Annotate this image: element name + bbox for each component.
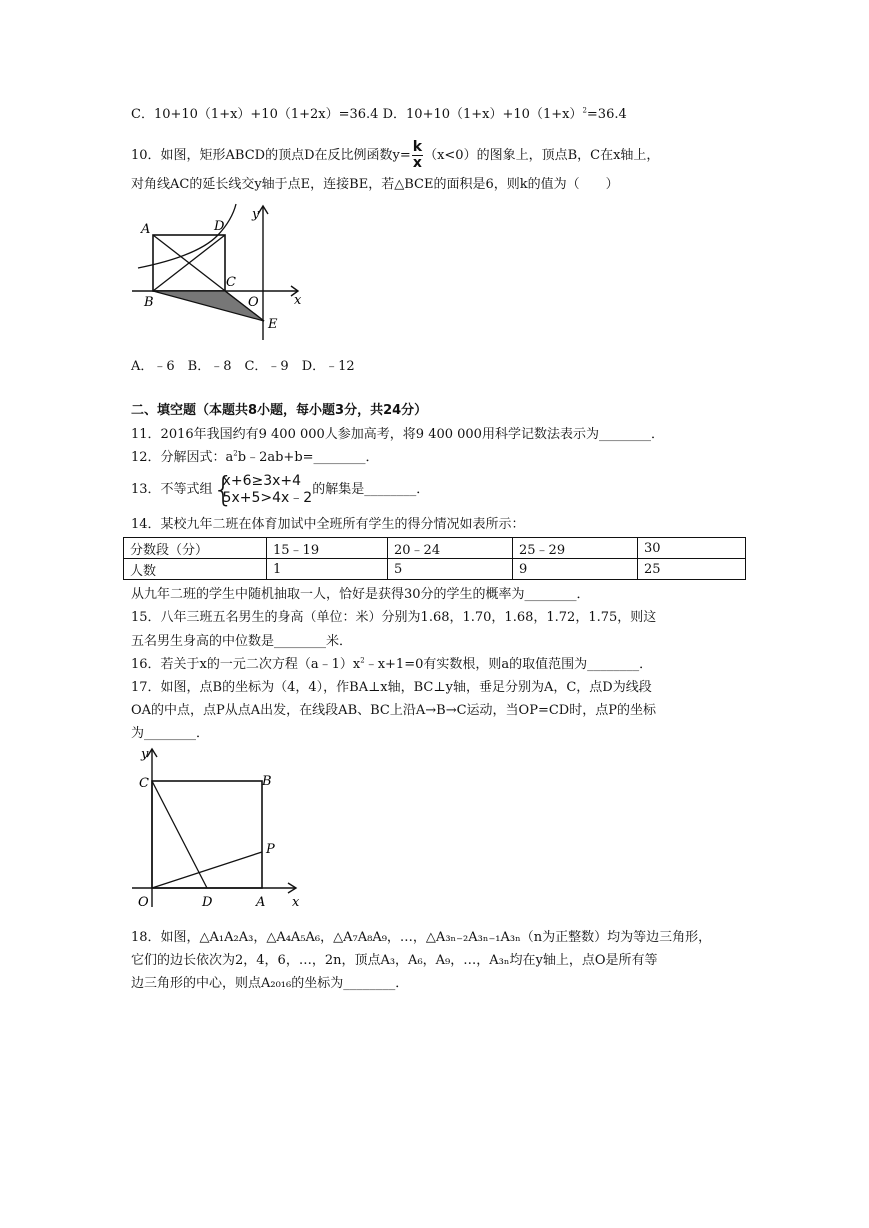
label-x: x <box>294 293 302 308</box>
q10-line2: 对角线AC的延长线交y轴于点E，连接BE，若△BCE的面积是6，则k的值为（ ） <box>131 177 619 192</box>
label-B: B <box>262 774 272 789</box>
q9-option-c: C．10+10（1+x）+10（1+2x）=36.4 <box>131 107 379 122</box>
label-C: C <box>226 275 236 290</box>
section-heading: 二、填空题（本题共8小题，每小题3分，共24分） <box>131 403 428 418</box>
q16: 16．若关于x的一元二次方程$(a﹣1)x^2﹣x+1=0$有实数根，则a的取值范围为________． <box>131 656 653 672</box>
q17-line2: OA的中点，点P从点A出发，在线段AB、BC上沿A→B→C运动，当OP=CD时，点P的坐标 <box>131 703 656 718</box>
q17-figure <box>128 745 308 915</box>
table-cell: 分数段（分） <box>124 538 267 559</box>
q18-line3: 边三角形的中心，则点A₂₀₁₆的坐标为________． <box>131 976 409 991</box>
table-cell: 15﹣19 <box>267 538 388 559</box>
table-cell: 9 <box>513 559 638 580</box>
q15-line1: 15．八年三班五名男生的身高（单位：米）分别为1.68，1.70，1.68，1.72，1.75，则这 <box>131 610 657 625</box>
q18-line1: 18．如图，△A₁A₂A₃，△A₄A₅A₆，△A₇A₈A₉，…，△A₃ₙ₋₂A₃ₙ₋₁A₃ₙ（n为正整数）均为等边三角形， <box>131 930 712 945</box>
label-C: C <box>139 776 149 791</box>
label-P: P <box>266 842 275 857</box>
label-x: x <box>292 895 300 910</box>
label-D: D <box>214 219 225 234</box>
q17-line1: 17．如图，点B的坐标为（4，4），作BA⊥x轴，BC⊥y轴，垂足分别为A，C，点D为线段 <box>131 680 652 695</box>
q10-options: A．﹣6 B．﹣8 C．﹣9 D．﹣12 <box>131 359 355 374</box>
label-A: A <box>141 222 151 237</box>
table-cell: 20﹣24 <box>388 538 513 559</box>
label-y: y <box>141 747 149 762</box>
label-y: y <box>252 207 260 222</box>
label-O: O <box>138 895 149 910</box>
q9-option-d: D．$10+10(1+x)+10(1+x)^2=36.4$ <box>382 106 627 122</box>
q15-line2: 五名男生身高的中位数是________米． <box>131 634 353 649</box>
q13: 13．不等式组 { x+6≥3x+4 5x+5>4x﹣2 的解集是________． <box>131 469 430 510</box>
label-O: O <box>248 295 259 310</box>
label-B: B <box>144 295 154 310</box>
q14-intro: 14．某校九年二班在体育加试中全班所有学生的得分情况如表所示： <box>131 517 525 532</box>
table-cell: 25﹣29 <box>513 538 638 559</box>
score-table <box>123 537 746 580</box>
label-A: A <box>256 895 266 910</box>
inequality-system: { x+6≥3x+4 5x+5>4x﹣2 <box>212 469 313 510</box>
table-row <box>124 559 746 580</box>
table-cell: 1 <box>267 559 388 580</box>
q14-after: 从九年二班的学生中随机抽取一人，恰好是获得30分的学生的概率为________． <box>131 587 590 602</box>
label-E: E <box>268 317 278 332</box>
table-row <box>124 538 746 559</box>
q12: 12．分解因式：$a^2b﹣2ab+b=\_\_\_\_\_\_\_\_$． <box>131 449 379 465</box>
fraction-k-over-x: $\frac{k}{x}$ <box>412 139 423 171</box>
table-cell: 25 <box>638 559 746 580</box>
table-cell: 30 <box>638 538 746 559</box>
q10-figure <box>128 200 308 350</box>
q10-line1: 10．如图，矩形ABCD的顶点D在反比例函数y= $\frac{k}{x}$ （x<0）的图象上，顶点B，C在x轴上， <box>131 139 660 171</box>
label-D: D <box>202 895 213 910</box>
q18-line2: 它们的边长依次为2，4，6，…，2n，顶点A₃，A₆，A₉，…，A₃ₙ均在y轴上，点O是所有等 <box>131 953 658 968</box>
table-cell: 人数 <box>124 559 267 580</box>
q11: 11．2016年我国约有9 400 000人参加高考，将9 400 000用科学记数法表示为________． <box>131 427 664 442</box>
q9-options-cd <box>131 106 627 124</box>
q17-line3: 为________． <box>131 726 210 741</box>
table-cell: 5 <box>388 559 513 580</box>
